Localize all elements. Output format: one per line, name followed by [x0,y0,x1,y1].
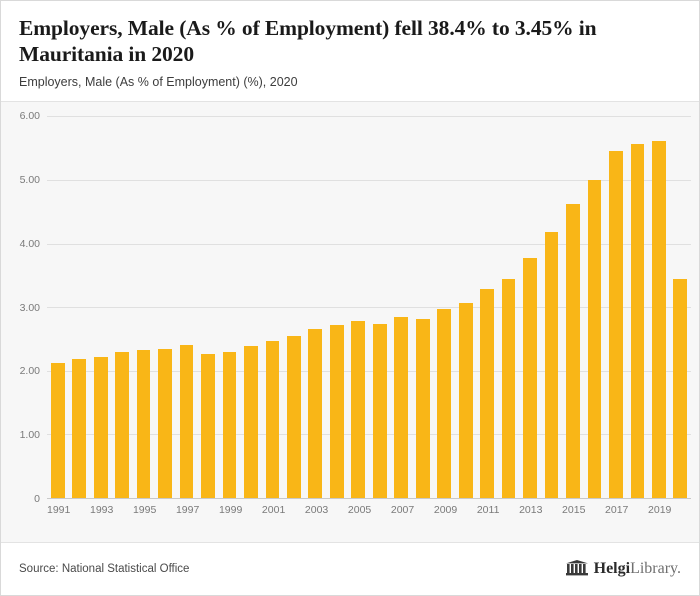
bar-slot [240,116,261,498]
x-axis-tick-label: 1997 [175,504,200,516]
bar[interactable] [180,345,194,498]
bar-slot [627,116,648,498]
x-axis-tick-label: 1993 [89,504,114,516]
y-axis-tick-label: 0 [34,493,40,505]
x-axis-tick-label: 2015 [562,504,586,516]
bar-slot [519,116,540,498]
bar[interactable] [266,341,280,498]
bar[interactable] [373,324,387,498]
bar-slot [305,116,326,498]
bar[interactable] [94,357,108,498]
bar[interactable] [115,352,129,498]
x-axis-tick-label: 1991 [47,504,71,516]
library-building-icon [566,560,588,578]
bar-slot [176,116,197,498]
bar-slot [605,116,626,498]
chart-header [1,1,699,97]
bar[interactable] [308,329,322,498]
bar-slot [648,116,669,498]
logo-word-helgi: Helgi [593,560,631,577]
x-axis-tick-label: 2003 [304,504,329,516]
bar-slot [262,116,283,498]
source-note: Source: National Statistical Office [19,563,190,575]
bar[interactable] [631,144,645,498]
bar-slot [369,116,390,498]
bar-slot [670,116,691,498]
x-axis-tick-label: 1999 [218,504,243,516]
bar[interactable] [72,359,86,498]
bar[interactable] [652,141,666,498]
chart-area [1,101,699,543]
bar-slot [584,116,605,498]
gridline [34,493,691,505]
x-axis-tick-label: 2009 [433,504,458,516]
bar-slot [476,116,497,498]
y-axis-tick-label: 5.00 [19,174,40,187]
y-axis-tick-label: 4.00 [19,237,40,250]
x-axis-tick-label: 1995 [132,504,157,516]
bar[interactable] [158,349,172,498]
bar-slot [197,116,218,498]
helgi-library-logo[interactable] [566,560,681,578]
bar-slot [47,116,68,498]
bar-slot [391,116,412,498]
bar-slot [326,116,347,498]
bar-slot [90,116,111,498]
plot-region [19,110,691,505]
y-axis-tick-label: 3.00 [19,301,40,314]
bar[interactable] [244,346,258,498]
bar-slot [562,116,583,498]
chart-footer [1,543,699,595]
chart-subtitle: Employers, Male (As % of Employment) (%), 2020 [19,75,298,90]
bar[interactable] [523,258,537,498]
bar[interactable] [437,309,451,498]
bar-slot [283,116,304,498]
bar-slot [412,116,433,498]
x-axis-tick-label: 2017 [605,504,629,516]
x-axis-tick-label: 2019 [648,504,672,516]
bar-slot [498,116,519,498]
bar[interactable] [480,289,494,498]
x-axis-tick-label: 2013 [519,504,543,516]
x-axis-tick-label: 2011 [476,504,500,516]
y-axis-tick-label: 2.00 [19,365,40,378]
bar-slot [433,116,454,498]
bar-slot [154,116,175,498]
bar[interactable] [566,204,580,498]
bar[interactable] [609,151,623,498]
bar-series [47,116,691,498]
bar-slot [133,116,154,498]
bar-slot [68,116,89,498]
bar[interactable] [201,354,215,498]
bar[interactable] [502,279,516,498]
x-axis-tick-label: 2007 [390,504,415,516]
bar[interactable] [137,350,151,498]
bar[interactable] [673,279,687,498]
bar-slot [455,116,476,498]
bar-slot [219,116,240,498]
x-axis-labels [47,504,691,520]
bar[interactable] [51,363,65,498]
bar[interactable] [330,325,344,498]
x-axis-tick-label: 2001 [261,504,286,516]
bar[interactable] [394,317,408,498]
bar[interactable] [416,319,430,498]
x-axis-tick-label: 2005 [347,504,372,516]
bar-slot [541,116,562,498]
y-axis-tick-label: 1.00 [19,429,40,442]
bar-slot [348,116,369,498]
bar[interactable] [545,232,559,498]
logo-word-library: Library. [630,560,681,577]
bar[interactable] [223,352,237,498]
page-title: Employers, Male (As % of Employment) fell 38.4% to 3.45% in Mauritania in 2020 [19,16,597,67]
bar[interactable] [287,336,301,498]
y-axis-tick-label: 6.00 [19,110,40,123]
bar[interactable] [351,321,365,498]
bar[interactable] [588,180,602,498]
bar-slot [111,116,132,498]
bar[interactable] [459,303,473,498]
logo-wordmark [594,560,681,578]
